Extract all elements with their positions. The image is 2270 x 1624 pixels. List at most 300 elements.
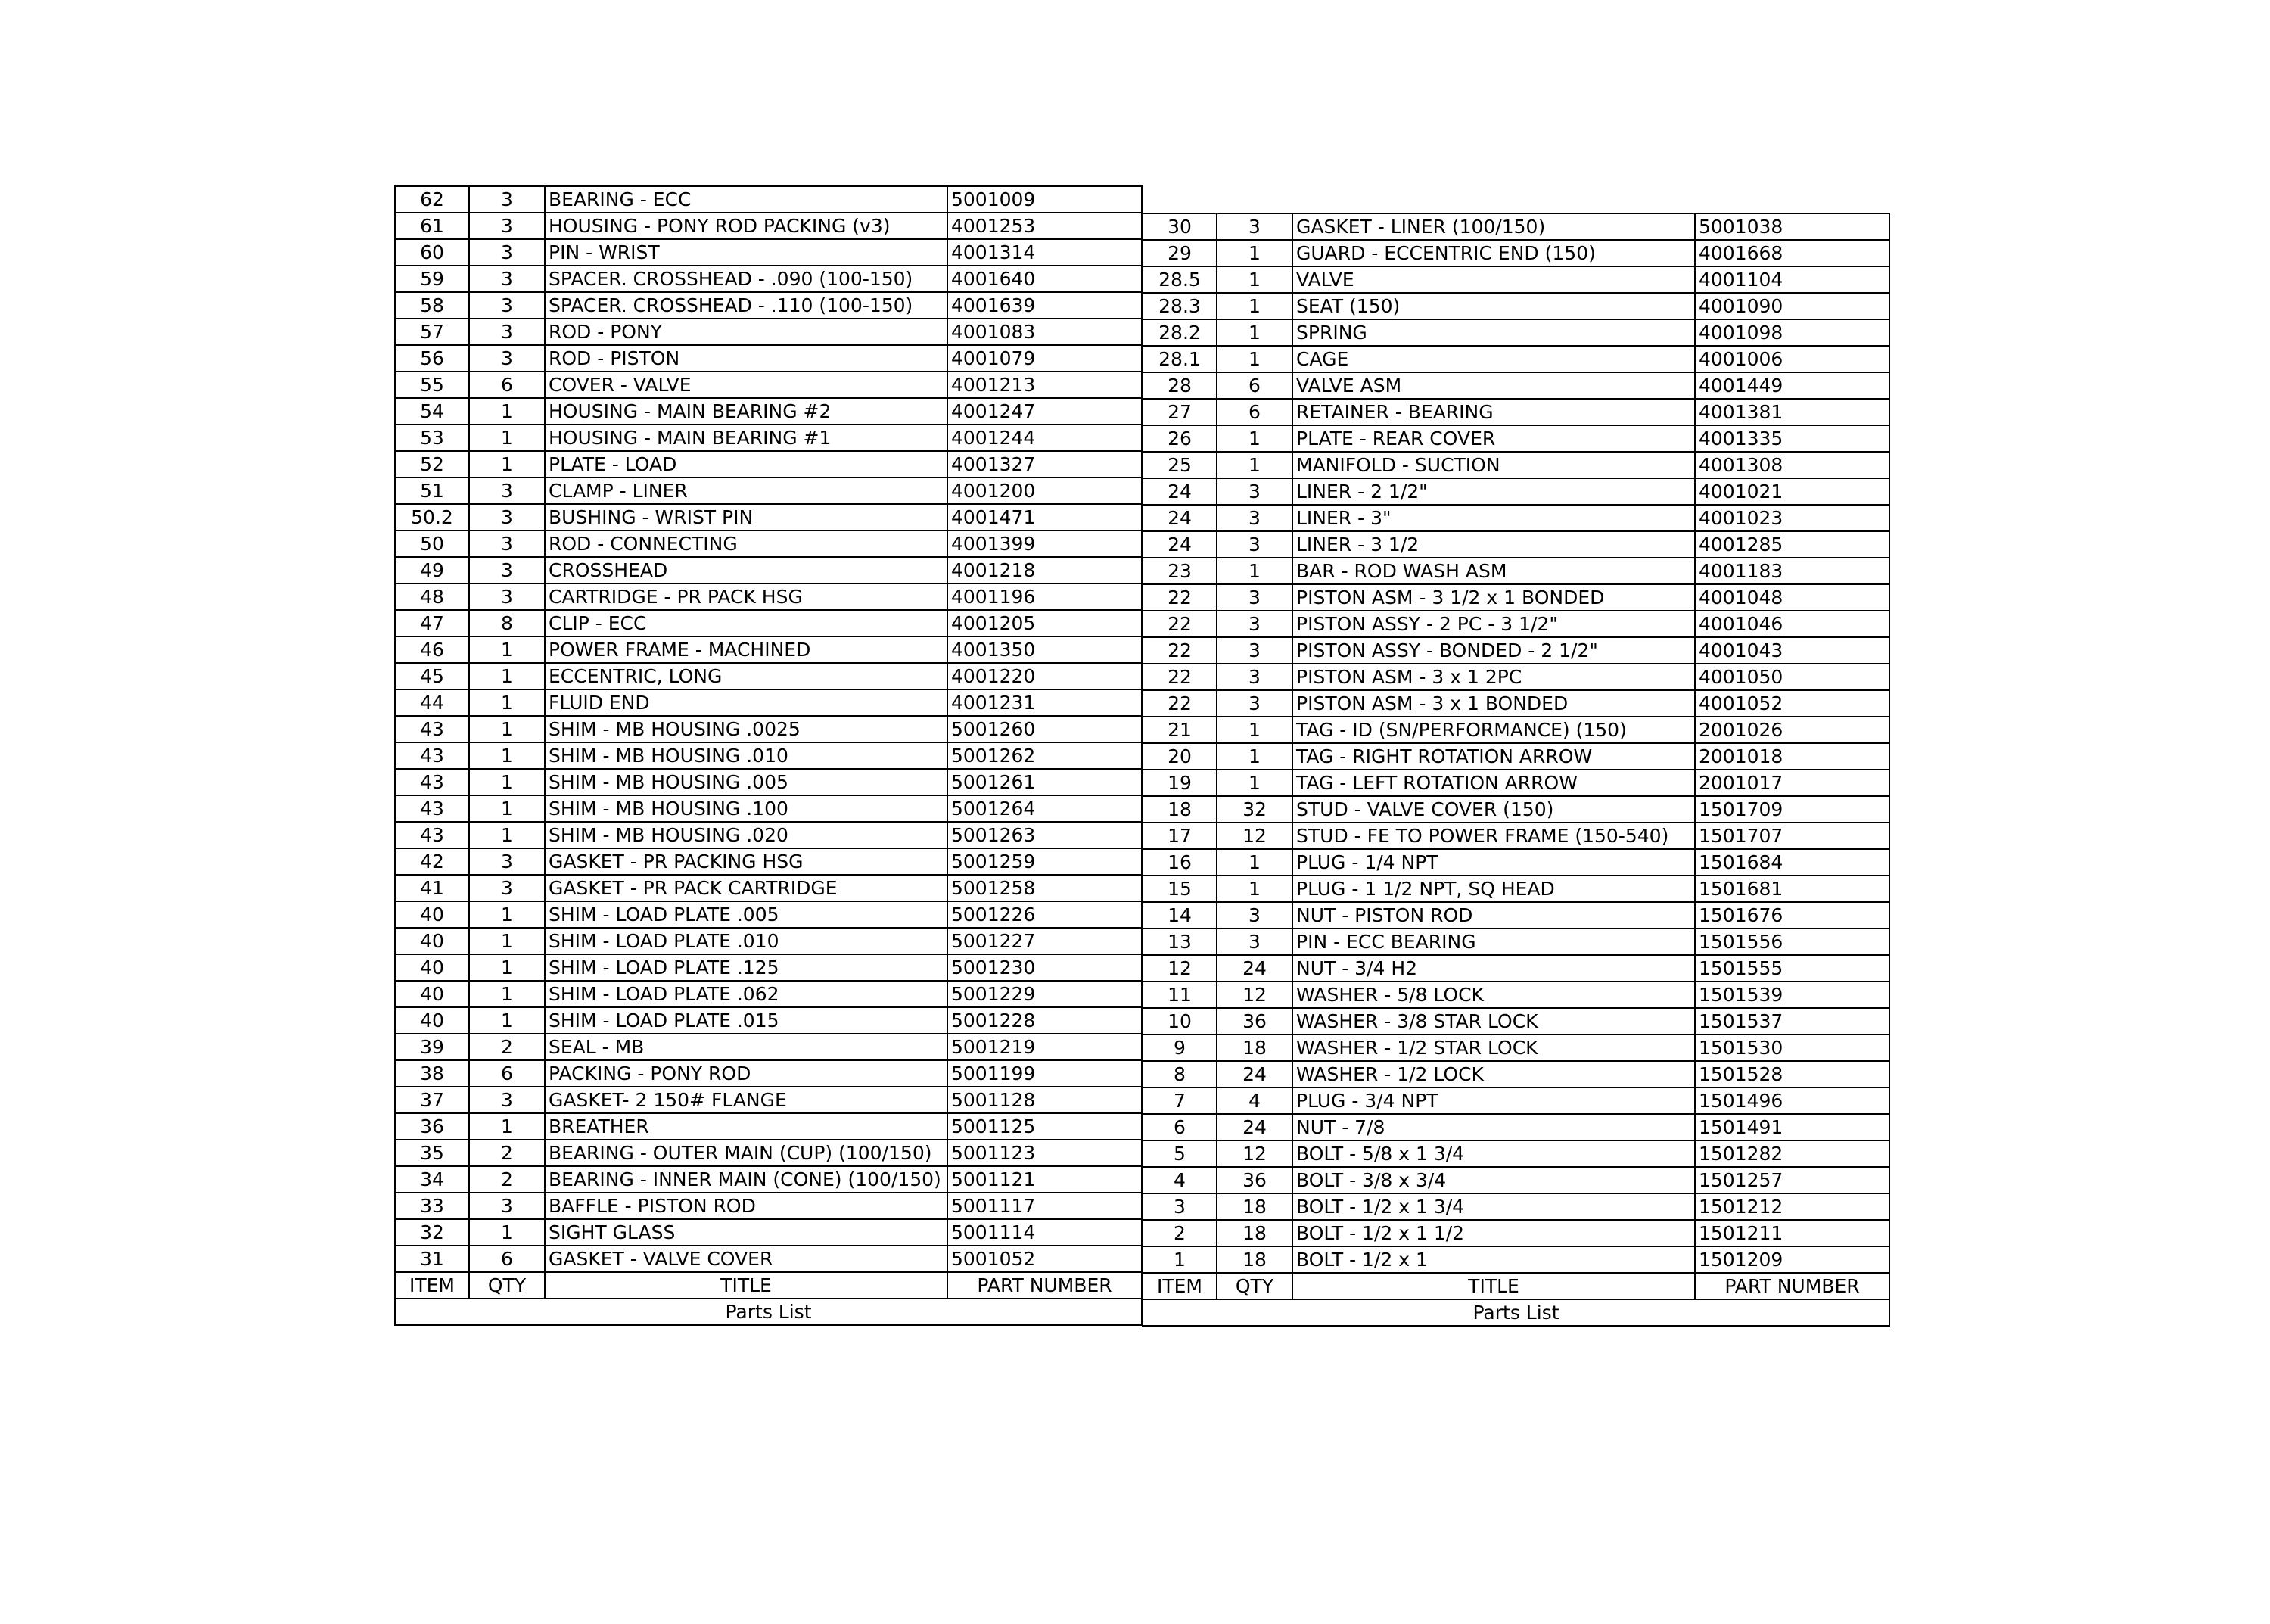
title-cell: BREATHER: [545, 1113, 947, 1140]
part-number-cell: 4001050: [1695, 664, 1889, 690]
title-cell: PIN - ECC BEARING: [1292, 929, 1695, 955]
table-row: [395, 213, 1142, 239]
table-row: [1143, 452, 1889, 478]
qty-cell: 3: [1217, 611, 1292, 637]
table-row: [1143, 1034, 1889, 1061]
title-cell: TAG - ID (SN/PERFORMANCE) (150): [1292, 717, 1695, 743]
qty-cell: 12: [1217, 1140, 1292, 1167]
table-row: [395, 1113, 1142, 1140]
title-cell: BOLT - 1/2 x 1: [1292, 1246, 1695, 1273]
title-cell: PISTON ASM - 3 x 1 BONDED: [1292, 690, 1695, 717]
part-number-cell: 4001285: [1695, 531, 1889, 558]
item-cell: 57: [395, 319, 469, 345]
title-cell: PLATE - LOAD: [545, 451, 947, 478]
part-number-cell: 4001308: [1695, 452, 1889, 478]
table-row: [395, 345, 1142, 372]
title-cell: GASKET - LINER (100/150): [1292, 213, 1695, 240]
item-cell: 40: [395, 928, 469, 954]
qty-cell: 1: [469, 1219, 545, 1246]
table-row: [395, 583, 1142, 610]
item-cell: 43: [395, 822, 469, 848]
header-title: TITLE: [545, 1272, 947, 1299]
title-cell: GUARD - ECCENTRIC END (150): [1292, 240, 1695, 266]
caption-row-right: [1143, 1299, 1889, 1326]
part-number-cell: 5001052: [947, 1246, 1142, 1272]
title-cell: SHIM - LOAD PLATE .015: [545, 1007, 947, 1034]
part-number-cell: 5001123: [947, 1140, 1142, 1166]
part-number-cell: 4001668: [1695, 240, 1889, 266]
part-number-cell: 4001220: [947, 663, 1142, 689]
table-row: [395, 981, 1142, 1007]
part-number-cell: 1501709: [1695, 796, 1889, 823]
table-row: [1143, 770, 1889, 796]
title-cell: SPRING: [1292, 319, 1695, 346]
item-cell: 50.2: [395, 504, 469, 530]
qty-cell: 3: [1217, 690, 1292, 717]
item-cell: 28.1: [1143, 346, 1217, 372]
title-cell: RETAINER - BEARING: [1292, 399, 1695, 425]
qty-cell: 18: [1217, 1220, 1292, 1246]
table-row: [395, 848, 1142, 875]
part-number-cell: 1501211: [1695, 1220, 1889, 1246]
qty-cell: 1: [1217, 717, 1292, 743]
table-row: [395, 822, 1142, 848]
part-number-cell: 1501257: [1695, 1167, 1889, 1193]
qty-cell: 24: [1217, 1114, 1292, 1140]
table-row: [395, 901, 1142, 928]
title-cell: BOLT - 1/2 x 1 3/4: [1292, 1193, 1695, 1220]
table-row: [1143, 1220, 1889, 1246]
table-row: [1143, 558, 1889, 584]
item-cell: 28.5: [1143, 266, 1217, 293]
item-cell: 38: [395, 1060, 469, 1087]
table-row: [1143, 1167, 1889, 1193]
part-number-cell: 5001125: [947, 1113, 1142, 1140]
parts-list-table-left: [394, 185, 1143, 1326]
item-cell: 10: [1143, 1008, 1217, 1034]
table-row: [1143, 584, 1889, 611]
table-row: [395, 954, 1142, 981]
part-number-cell: 1501528: [1695, 1061, 1889, 1087]
item-cell: 44: [395, 689, 469, 716]
qty-cell: 3: [469, 848, 545, 875]
table-row: [395, 398, 1142, 425]
title-cell: BEARING - INNER MAIN (CONE) (100/150): [545, 1166, 947, 1193]
caption-row-left: [395, 1299, 1142, 1325]
table-row: [1143, 929, 1889, 955]
part-number-cell: 5001230: [947, 954, 1142, 981]
part-number-cell: 4001046: [1695, 611, 1889, 637]
part-number-cell: 1501530: [1695, 1034, 1889, 1061]
part-number-cell: 4001244: [947, 425, 1142, 451]
qty-cell: 6: [1217, 399, 1292, 425]
qty-cell: 3: [469, 1087, 545, 1113]
part-number-cell: 5001121: [947, 1166, 1142, 1193]
item-cell: 24: [1143, 505, 1217, 531]
part-number-cell: 2001018: [1695, 743, 1889, 770]
qty-cell: 32: [1217, 796, 1292, 823]
title-cell: BOLT - 5/8 x 1 3/4: [1292, 1140, 1695, 1167]
qty-cell: 1: [1217, 770, 1292, 796]
title-cell: SHIM - MB HOUSING .005: [545, 769, 947, 795]
item-cell: 16: [1143, 849, 1217, 876]
part-number-cell: 4001079: [947, 345, 1142, 372]
title-cell: PISTON ASM - 3 1/2 x 1 BONDED: [1292, 584, 1695, 611]
qty-cell: 3: [1217, 929, 1292, 955]
table-row: [395, 1060, 1142, 1087]
qty-cell: 18: [1217, 1193, 1292, 1220]
part-number-cell: 4001021: [1695, 478, 1889, 505]
item-cell: 8: [1143, 1061, 1217, 1087]
item-cell: 2: [1143, 1220, 1217, 1246]
item-cell: 23: [1143, 558, 1217, 584]
table-row: [1143, 876, 1889, 902]
part-number-cell: 4001200: [947, 478, 1142, 504]
qty-cell: 1: [469, 689, 545, 716]
qty-cell: 1: [469, 822, 545, 848]
title-cell: VALVE ASM: [1292, 372, 1695, 399]
part-number-cell: 5001227: [947, 928, 1142, 954]
table-row: [1143, 743, 1889, 770]
item-cell: 43: [395, 769, 469, 795]
table-row: [395, 186, 1142, 213]
title-cell: LINER - 2 1/2": [1292, 478, 1695, 505]
table-row: [1143, 1087, 1889, 1114]
item-cell: 42: [395, 848, 469, 875]
title-cell: BEARING - OUTER MAIN (CUP) (100/150): [545, 1140, 947, 1166]
qty-cell: 3: [469, 319, 545, 345]
qty-cell: 3: [1217, 478, 1292, 505]
parts-list-table-right: [1142, 213, 1890, 1327]
item-cell: 40: [395, 954, 469, 981]
qty-cell: 1: [1217, 558, 1292, 584]
table-row: [395, 504, 1142, 530]
part-number-cell: 4001048: [1695, 584, 1889, 611]
part-number-cell: 4001098: [1695, 319, 1889, 346]
item-cell: 20: [1143, 743, 1217, 770]
title-cell: CAGE: [1292, 346, 1695, 372]
qty-cell: 3: [1217, 531, 1292, 558]
title-cell: BAFFLE - PISTON ROD: [545, 1193, 947, 1219]
table-row: [1143, 240, 1889, 266]
table-row: [1143, 637, 1889, 664]
qty-cell: 6: [469, 1246, 545, 1272]
header-item: ITEM: [395, 1272, 469, 1299]
title-cell: NUT - 3/4 H2: [1292, 955, 1695, 982]
item-cell: 22: [1143, 611, 1217, 637]
title-cell: CLIP - ECC: [545, 610, 947, 636]
item-cell: 26: [1143, 425, 1217, 452]
part-number-cell: 1501707: [1695, 823, 1889, 849]
item-cell: 19: [1143, 770, 1217, 796]
qty-cell: 1: [469, 742, 545, 769]
item-cell: 28.3: [1143, 293, 1217, 319]
part-number-cell: 1501676: [1695, 902, 1889, 929]
qty-cell: 3: [469, 266, 545, 292]
qty-cell: 3: [1217, 637, 1292, 664]
qty-cell: 2: [469, 1166, 545, 1193]
table-row: [395, 1140, 1142, 1166]
qty-cell: 1: [469, 954, 545, 981]
title-cell: ROD - PISTON: [545, 345, 947, 372]
table-row: [1143, 611, 1889, 637]
title-cell: VALVE: [1292, 266, 1695, 293]
table-row: [1143, 1114, 1889, 1140]
title-cell: SHIM - MB HOUSING .020: [545, 822, 947, 848]
qty-cell: 1: [469, 451, 545, 478]
part-number-cell: 4001381: [1695, 399, 1889, 425]
title-cell: PIN - WRIST: [545, 239, 947, 266]
part-number-cell: 5001264: [947, 795, 1142, 822]
title-cell: GASKET - PR PACK CARTRIDGE: [545, 875, 947, 901]
table-row: [395, 1246, 1142, 1272]
qty-cell: 1: [469, 663, 545, 689]
table-row: [1143, 319, 1889, 346]
item-cell: 29: [1143, 240, 1217, 266]
table-row: [1143, 531, 1889, 558]
qty-cell: 3: [469, 292, 545, 319]
item-cell: 45: [395, 663, 469, 689]
table-row: [1143, 955, 1889, 982]
part-number-cell: 4001350: [947, 636, 1142, 663]
header-qty: QTY: [1217, 1273, 1292, 1299]
part-number-cell: 5001128: [947, 1087, 1142, 1113]
part-number-cell: 5001226: [947, 901, 1142, 928]
qty-cell: 24: [1217, 955, 1292, 982]
qty-cell: 6: [1217, 372, 1292, 399]
title-cell: PLUG - 1 1/2 NPT, SQ HEAD: [1292, 876, 1695, 902]
table-row: [1143, 346, 1889, 372]
item-cell: 47: [395, 610, 469, 636]
table-row: [395, 1219, 1142, 1246]
qty-cell: 1: [1217, 849, 1292, 876]
qty-cell: 1: [469, 398, 545, 425]
table-row: [1143, 266, 1889, 293]
qty-cell: 1: [1217, 346, 1292, 372]
table-row: [395, 716, 1142, 742]
item-cell: 35: [395, 1140, 469, 1166]
title-cell: MANIFOLD - SUCTION: [1292, 452, 1695, 478]
part-number-cell: 4001104: [1695, 266, 1889, 293]
part-number-cell: 4001043: [1695, 637, 1889, 664]
title-cell: GASKET - PR PACKING HSG: [545, 848, 947, 875]
title-cell: CLAMP - LINER: [545, 478, 947, 504]
qty-cell: 8: [469, 610, 545, 636]
item-cell: 48: [395, 583, 469, 610]
part-number-cell: 4001327: [947, 451, 1142, 478]
table-row: [1143, 1061, 1889, 1087]
title-cell: CROSSHEAD: [545, 557, 947, 583]
header-part-number: PART NUMBER: [1695, 1273, 1889, 1299]
item-cell: 27: [1143, 399, 1217, 425]
qty-cell: 1: [469, 795, 545, 822]
part-number-cell: 5001199: [947, 1060, 1142, 1087]
qty-cell: 1: [469, 1007, 545, 1034]
qty-cell: 3: [469, 557, 545, 583]
title-cell: TAG - RIGHT ROTATION ARROW: [1292, 743, 1695, 770]
table-row: [1143, 213, 1889, 240]
part-number-cell: 1501556: [1695, 929, 1889, 955]
title-cell: GASKET - VALVE COVER: [545, 1246, 947, 1272]
table-row: [1143, 664, 1889, 690]
title-cell: SHIM - MB HOUSING .100: [545, 795, 947, 822]
qty-cell: 1: [1217, 319, 1292, 346]
title-cell: GASKET- 2 150# FLANGE: [545, 1087, 947, 1113]
qty-cell: 18: [1217, 1034, 1292, 1061]
title-cell: SEAL - MB: [545, 1034, 947, 1060]
part-number-cell: 5001259: [947, 848, 1142, 875]
item-cell: 55: [395, 372, 469, 398]
qty-cell: 1: [469, 636, 545, 663]
part-number-cell: 4001335: [1695, 425, 1889, 452]
part-number-cell: 1501212: [1695, 1193, 1889, 1220]
qty-cell: 2: [469, 1140, 545, 1166]
qty-cell: 1: [469, 901, 545, 928]
item-cell: 31: [395, 1246, 469, 1272]
part-number-cell: 2001026: [1695, 717, 1889, 743]
item-cell: 46: [395, 636, 469, 663]
item-cell: 43: [395, 716, 469, 742]
item-cell: 22: [1143, 637, 1217, 664]
item-cell: 53: [395, 425, 469, 451]
item-cell: 7: [1143, 1087, 1217, 1114]
title-cell: NUT - PISTON ROD: [1292, 902, 1695, 929]
title-cell: COVER - VALVE: [545, 372, 947, 398]
part-number-cell: 4001006: [1695, 346, 1889, 372]
title-cell: SHIM - LOAD PLATE .062: [545, 981, 947, 1007]
title-cell: STUD - VALVE COVER (150): [1292, 796, 1695, 823]
item-cell: 17: [1143, 823, 1217, 849]
table-row: [395, 425, 1142, 451]
title-cell: HOUSING - MAIN BEARING #2: [545, 398, 947, 425]
qty-cell: 3: [1217, 213, 1292, 240]
title-cell: ROD - PONY: [545, 319, 947, 345]
title-cell: WASHER - 3/8 STAR LOCK: [1292, 1008, 1695, 1034]
part-number-cell: 4001205: [947, 610, 1142, 636]
part-number-cell: 4001253: [947, 213, 1142, 239]
item-cell: 22: [1143, 584, 1217, 611]
qty-cell: 1: [1217, 240, 1292, 266]
part-number-cell: 5001260: [947, 716, 1142, 742]
parts-list-body-left: [395, 186, 1142, 1272]
item-cell: 15: [1143, 876, 1217, 902]
item-cell: 60: [395, 239, 469, 266]
table-row: [1143, 849, 1889, 876]
item-cell: 22: [1143, 664, 1217, 690]
item-cell: 43: [395, 742, 469, 769]
part-number-cell: 1501491: [1695, 1114, 1889, 1140]
qty-cell: 1: [469, 716, 545, 742]
table-row: [1143, 717, 1889, 743]
part-number-cell: 1501681: [1695, 876, 1889, 902]
item-cell: 18: [1143, 796, 1217, 823]
item-cell: 30: [1143, 213, 1217, 240]
item-cell: 33: [395, 1193, 469, 1219]
part-number-cell: 4001449: [1695, 372, 1889, 399]
title-cell: NUT - 7/8: [1292, 1114, 1695, 1140]
title-cell: PISTON ASM - 3 x 1 2PC: [1292, 664, 1695, 690]
table-row: [395, 530, 1142, 557]
qty-cell: 1: [469, 1113, 545, 1140]
qty-cell: 12: [1217, 823, 1292, 849]
table-row: [1143, 902, 1889, 929]
item-cell: 24: [1143, 478, 1217, 505]
part-number-cell: 4001083: [947, 319, 1142, 345]
title-cell: CARTRIDGE - PR PACK HSG: [545, 583, 947, 610]
qty-cell: 3: [469, 530, 545, 557]
title-cell: HOUSING - PONY ROD PACKING (v3): [545, 213, 947, 239]
table-row: [395, 610, 1142, 636]
qty-cell: 1: [469, 928, 545, 954]
part-number-cell: 4001471: [947, 504, 1142, 530]
qty-cell: 36: [1217, 1167, 1292, 1193]
item-cell: 61: [395, 213, 469, 239]
part-number-cell: 1501537: [1695, 1008, 1889, 1034]
item-cell: 25: [1143, 452, 1217, 478]
part-number-cell: 5001117: [947, 1193, 1142, 1219]
qty-cell: 3: [469, 504, 545, 530]
table-row: [1143, 399, 1889, 425]
qty-cell: 1: [469, 769, 545, 795]
table-row: [395, 1007, 1142, 1034]
table-row: [1143, 478, 1889, 505]
table-row: [1143, 293, 1889, 319]
title-cell: SPACER. CROSSHEAD - .110 (100-150): [545, 292, 947, 319]
title-cell: STUD - FE TO POWER FRAME (150-540): [1292, 823, 1695, 849]
header-row-left: [395, 1272, 1142, 1299]
part-number-cell: 1501496: [1695, 1087, 1889, 1114]
header-row-right: [1143, 1273, 1889, 1299]
table-row: [395, 557, 1142, 583]
title-cell: SHIM - MB HOUSING .0025: [545, 716, 947, 742]
qty-cell: 3: [1217, 505, 1292, 531]
table-row: [1143, 1246, 1889, 1273]
item-cell: 36: [395, 1113, 469, 1140]
qty-cell: 6: [469, 1060, 545, 1087]
qty-cell: 3: [469, 345, 545, 372]
title-cell: BOLT - 3/8 x 3/4: [1292, 1167, 1695, 1193]
qty-cell: 3: [469, 478, 545, 504]
qty-cell: 1: [1217, 266, 1292, 293]
table-row: [395, 769, 1142, 795]
table-row: [1143, 505, 1889, 531]
item-cell: 3: [1143, 1193, 1217, 1220]
part-number-cell: 5001263: [947, 822, 1142, 848]
header-qty: QTY: [469, 1272, 545, 1299]
item-cell: 14: [1143, 902, 1217, 929]
part-number-cell: 1501282: [1695, 1140, 1889, 1167]
item-cell: 24: [1143, 531, 1217, 558]
title-cell: SHIM - LOAD PLATE .125: [545, 954, 947, 981]
item-cell: 34: [395, 1166, 469, 1193]
qty-cell: 24: [1217, 1061, 1292, 1087]
item-cell: 12: [1143, 955, 1217, 982]
title-cell: BAR - ROD WASH ASM: [1292, 558, 1695, 584]
item-cell: 6: [1143, 1114, 1217, 1140]
table-row: [1143, 690, 1889, 717]
item-cell: 21: [1143, 717, 1217, 743]
table-row: [395, 319, 1142, 345]
title-cell: PISTON ASSY - BONDED - 2 1/2": [1292, 637, 1695, 664]
table-row: [1143, 1140, 1889, 1167]
part-number-cell: 5001228: [947, 1007, 1142, 1034]
item-cell: 1: [1143, 1246, 1217, 1273]
part-number-cell: 4001196: [947, 583, 1142, 610]
table-row: [1143, 823, 1889, 849]
table-row: [1143, 372, 1889, 399]
part-number-cell: 4001639: [947, 292, 1142, 319]
part-number-cell: 4001399: [947, 530, 1142, 557]
